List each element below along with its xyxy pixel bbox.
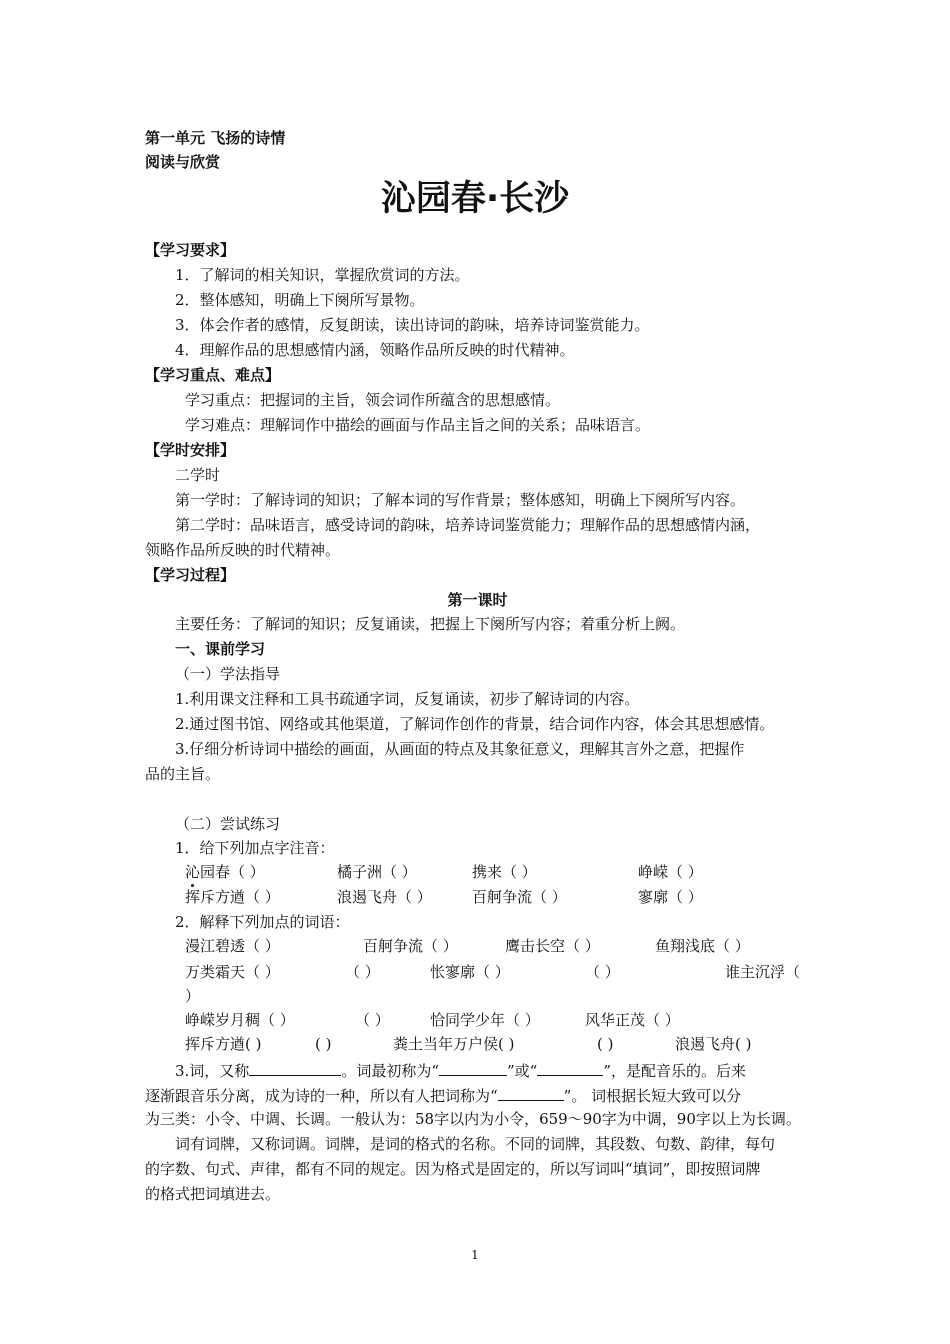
- q2-item: ( ): [315, 1035, 332, 1053]
- question-3-line: 逐渐跟音乐分离，成为诗的一种，所以有人把词称为“ ”。 词根据长短大致可以分: [145, 1084, 810, 1106]
- q2-row: [185, 1010, 815, 1032]
- q2-item: （ ）: [355, 1011, 390, 1029]
- requirement-item: 2．整体感知，明确上下阕所写景物。: [175, 291, 425, 309]
- unit-title: 第一单元 飞扬的诗情: [145, 129, 286, 147]
- q2-item: 恰同学少年（ ）: [430, 1011, 540, 1029]
- paragraph-line: 的字数、句式、声律，都有不同的规定。因为格式是固定的，所以写词叫“填词”，即按照词牌: [145, 1160, 761, 1178]
- schedule-heading: 【学时安排】: [145, 441, 236, 459]
- method-item: 2.通过图书馆、网络或其他渠道，了解词作创作的背景，结合词作内容，体会其思想感情。: [175, 715, 775, 733]
- schedule-second: 第二学时：品味语言，感受诗词的韵味，培养诗词鉴赏能力；理解作品的思想感情内涵，: [175, 516, 761, 534]
- q2-item: 百舸争流（ ）: [363, 937, 458, 955]
- q2-item: 漫江碧透（ ）: [185, 937, 280, 955]
- pre-class-heading: 一、课前学习: [175, 640, 266, 658]
- q1-item: 浪遏飞舟（ ）: [337, 888, 432, 906]
- practice-heading: （二）尝试练习: [175, 815, 281, 833]
- requirement-item: 3．体会作者的感情，反复朗读，读出诗词的韵味，培养诗词鉴赏能力。: [175, 316, 650, 334]
- q2-item: （ ）: [345, 963, 380, 981]
- paragraph-line: 的格式把词填进去。: [145, 1185, 281, 1203]
- question-3-line: 为三类：小令、中调、长调。一般认为：58字以内为小令，659～90字为中调，90字以上为长调。: [145, 1110, 801, 1128]
- q2-item: ( ): [597, 1035, 614, 1053]
- q1-item: 橘子洲（ ）: [337, 863, 417, 881]
- method-item-cont: 品的主旨。: [145, 765, 221, 783]
- key-points-heading: 【学习重点、难点】: [145, 366, 281, 384]
- schedule-total: 二学时: [175, 466, 221, 484]
- q1-item: 沁园春（ ）: [185, 863, 265, 881]
- requirement-item: 1．了解词的相关知识，掌握欣赏词的方法。: [175, 266, 470, 284]
- q2-item: 万类霜天（ ）: [185, 963, 280, 981]
- q2-row: [185, 962, 815, 984]
- blank-line[interactable]: [249, 1059, 341, 1076]
- schedule-second-cont: 领略作品所反映的时代精神。: [145, 541, 341, 559]
- q1-row: [185, 887, 815, 909]
- difficult-points: 学习难点：理解词作中描绘的画面与作品主旨之间的关系；品味语言。: [185, 416, 651, 434]
- q2-row: [185, 936, 815, 958]
- q1-row: [185, 862, 815, 884]
- blank-line[interactable]: [439, 1059, 507, 1076]
- q1-item: 百舸争流（ ）: [472, 888, 567, 906]
- section-title: 阅读与欣赏: [145, 153, 221, 171]
- q1-item: 挥斥方遒（ ）: [185, 888, 280, 906]
- q2-item: 风华正茂（ ）: [585, 1011, 680, 1029]
- question-2: 2．解释下列加点的词语：: [175, 913, 350, 931]
- question-3-line: 3.词，又称 。词最初称为“ ”或“ ”，是配音乐的。后来: [175, 1059, 840, 1081]
- schedule-first: 第一学时：了解诗词的知识；了解本词的写作背景；整体感知，明确上下阕所写内容。: [175, 491, 746, 509]
- q2-row: [185, 1034, 815, 1056]
- q2-item: 浪遏飞舟( ): [675, 1035, 752, 1053]
- paragraph-line: 词有词牌，又称词调。词牌，是词的格式的名称。不同的词牌，其段数、句数、韵律，每句: [175, 1135, 776, 1153]
- key-points: 学习重点：把握词的主旨，领会词作所蕴含的思想感情。: [185, 391, 561, 409]
- q1-item: 寥廓（ ）: [638, 888, 703, 906]
- q2-item: 峥嵘岁月稠（ ）: [185, 1011, 295, 1029]
- main-title: 沁园春·长沙: [380, 179, 570, 219]
- q2-item: ）: [185, 987, 201, 1005]
- process-heading: 【学习过程】: [145, 566, 236, 584]
- q2-item: 鹰击长空（ ）: [505, 937, 600, 955]
- method-item: 1.利用课文注释和工具书疏通字词，反复诵读，初步了解诗词的内容。: [175, 690, 640, 708]
- q2-item: 谁主沉浮（: [725, 963, 801, 981]
- lesson-title: 第一课时: [447, 591, 508, 609]
- blank-line[interactable]: [537, 1059, 603, 1076]
- q2-item: 怅寥廓（ ）: [430, 963, 510, 981]
- method-heading: （一）学法指导: [175, 665, 281, 683]
- main-task: 主要任务：了解词的知识；反复诵读，把握上下阕所写内容；着重分析上阙。: [175, 615, 686, 633]
- question-1: 1．给下列加点字注音：: [175, 839, 335, 857]
- blank-line[interactable]: [498, 1084, 564, 1101]
- q2-row: [185, 986, 815, 1008]
- page-number: 1: [471, 1248, 479, 1262]
- q1-item: 峥嵘（ ）: [638, 863, 703, 881]
- q2-item: 鱼翔浅底（ ）: [655, 937, 750, 955]
- q2-item: （ ）: [585, 963, 620, 981]
- q1-item: 携来（ ）: [472, 863, 537, 881]
- method-item: 3.仔细分析诗词中描绘的画面，从画面的特点及其象征意义，理解其言外之意，把握作: [175, 740, 745, 758]
- requirements-heading: 【学习要求】: [145, 241, 236, 259]
- q2-item: 粪土当年万户侯( ): [393, 1035, 515, 1053]
- q2-item: 挥斥方遒( ): [185, 1035, 262, 1053]
- requirement-item: 4．理解作品的思想感情内涵，领略作品所反映的时代精神。: [175, 341, 575, 359]
